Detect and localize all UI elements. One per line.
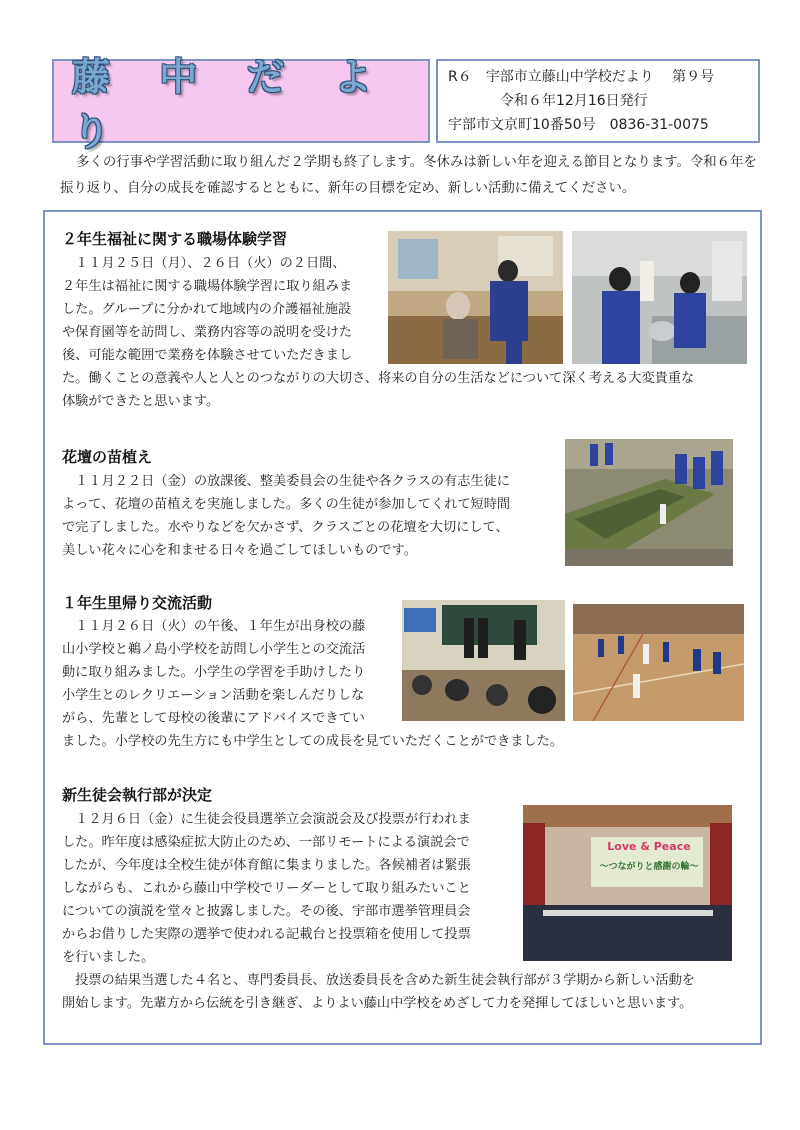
section-heading: １年生里帰り交流活動 bbox=[62, 594, 213, 612]
banner-title: Love & Peace bbox=[607, 840, 691, 853]
section-heading: 花壇の苗植え bbox=[62, 448, 153, 466]
photo-classroom bbox=[402, 600, 565, 721]
section-body: １１月２５日（月）、２６日（火）の２日間、 ２年生は福祉に関する職場体験学習に取り組みま した。グループに分かれて地域内の介護福祉施設 や保育園等を訪問し、業務内容等の説明を受けた 後、可能な範囲で業務を体験させていただきまし た。働くことの意義や人と人とのつながりの大切さ、将来の自分の生活などについて深く考える大変貴重な 体験ができたと思います。 bbox=[62, 256, 695, 409]
school-address: 宇部市文京町10番50号 0836-31-0075 bbox=[448, 117, 709, 133]
photo-care-facility bbox=[388, 231, 563, 364]
newsletter-title: 藤 中 だ よ り bbox=[72, 55, 390, 154]
issue-info-line-1: R６ 宇部市立藤山中学校だより 第９号 bbox=[448, 69, 715, 85]
banner-subtitle: ～つながりと感謝の輪～ bbox=[599, 862, 699, 872]
photo-gymnasium bbox=[573, 604, 744, 721]
photo-student-council-election bbox=[523, 805, 732, 961]
newsletter-title-box bbox=[52, 55, 430, 154]
issue-date: 令和６年12月16日発行 bbox=[500, 93, 648, 109]
intro-paragraph: 多くの行事や学習活動に取り組んだ２学期も終了します。冬休みは新しい年を迎える節目となります。令和６年を振り返り、自分の成長を確認するとともに、新年の目標を定め、新しい活動に備えてください。 bbox=[60, 155, 757, 196]
photo-kitchen bbox=[572, 231, 747, 364]
banner bbox=[597, 840, 701, 872]
issue-info-box bbox=[436, 59, 760, 143]
section-body: １２月６日（金）に生徒会役員選挙立会演説会及び投票が行われま した。昨年度は感染症拡大防止のため、一部リモートによる演説会で したが、今年度は全校生徒が体育館に集まりました。各候補者は緊張 しながらも、これから藤山中学校でリーダーとして取り組みたいこと についての演説を堂々と披露しました。その後、宇部市選挙管理員会 からお借りした実際の選挙で使われる記載台と投票箱を使用して投票 を行いました。 投票の結果当選した４名と、専門委員長、放送委員長を含めた新生徒会執行部が３学期から新しい活動を 開始します。先輩方から伝統を引き継ぎ、よりよい藤山中学校をめざして力を発揮してほしいと思います。 bbox=[62, 812, 695, 1011]
section-body: １１月２６日（火）の午後、１年生が出身校の藤 山小学校と鵜ノ島小学校を訪問し小学生との交流活 動に取り組みました。小学生の学習を手助けしたり 小学生とのレクリエーション活動を楽しんだりしな がら、先輩として母校の後輩にアドバイスできてい ました。小学校の先生方にも中学生としての成長を見ていただくことができました。 bbox=[62, 619, 564, 749]
section-heading: ２年生福祉に関する職場体験学習 bbox=[62, 230, 288, 248]
section-heading: 新生徒会執行部が決定 bbox=[62, 786, 213, 804]
section-body: １１月２２日（金）の放課後、整美委員会の生徒や各クラスの有志生徒に よって、花壇の苗植えを実施しました。多くの生徒が参加してくれて短時間 で完了しました。水やりなどを欠かさず、クラスごとの花壇を大切にして、 美しい花々に心を和ませる日々を過ごしてほしいものです。 bbox=[62, 474, 511, 558]
photo-flower-bed bbox=[565, 439, 733, 566]
